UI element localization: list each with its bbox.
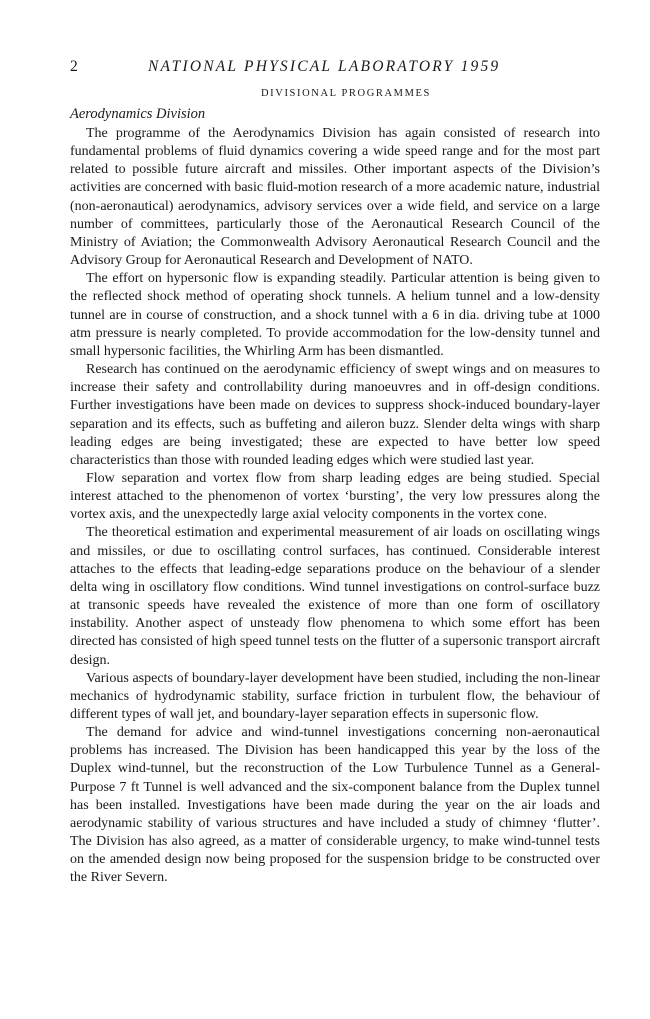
paragraph-swept-wings: Research has continued on the aerodynamic efficiency of swept wings and on measures to increase their safety and controllability during manoeuvres and in off-design conditions. Further investigations have been made on devices to suppress shock-induced boundary-layer separation and its effects, such as buffeting and aileron buzz. Slender delta wings with sharp leading edges are being investigated; these are expected to have better low speed characteristics than those with rounded leading edges which were studied last year. — [70, 362, 600, 468]
running-header — [70, 58, 600, 80]
journal-title: NATIONAL PHYSICAL LABORATORY 1959 — [148, 58, 501, 75]
body-text — [70, 125, 600, 888]
page-number: 2 — [70, 58, 78, 75]
paragraph-flow-separation: Flow separation and vortex flow from sharp leading edges are being studied. Special interest attached to the phenomenon of vortex ‘bursting’, the very low pressures along the vortex axis, and the unexpectedly large axial velocity components in the vortex cone. — [70, 470, 600, 523]
paragraph-overview: The programme of the Aerodynamics Division has again consisted of research into fundamental problems of fluid dynamics covering a wide speed range and for the most part related to possible future aircraft and missiles. Other important aspects of the Division’s activities are concerned with basic fluid-motion research of a more academic nature, industrial (non-aeronautical) aerodynamics, advisory services over a wide field, and service on a large number of committees, particularly those of the Aeronautical Research Council of the Ministry of Aviation; the Commonwealth Advisory Aeronautical Research Council and the Advisory Group for Aeronautical Research and Development of NATO. — [70, 126, 600, 269]
division-title: Aerodynamics Division — [70, 106, 206, 122]
paragraph-hypersonic-flow: The effort on hypersonic flow is expanding steadily. Particular attention is being given to the reflected shock method of operating shock tunnels. A helium tunnel and a low-density tunnel are in course of construction, and a shock tunnel with a 6 in dia. driving tube at 1000 atm pressure is nearly completed. To provide accommodation for the low-density tunnel and small hypersonic facilities, the Whirling Arm has been dismantled. — [70, 271, 600, 359]
section-heading: DIVISIONAL PROGRAMMES — [260, 88, 431, 99]
paragraph-boundary-layer: Various aspects of boundary-layer development have been studied, including the non-linear mechanics of hydrodynamic stability, surface friction in turbulent flow, the behaviour of different types of wall jet, and boundary-layer separation effects in supersonic flow. — [70, 670, 600, 722]
document-page — [70, 58, 600, 888]
paragraph-non-aeronautical: The demand for advice and wind-tunnel investigations concerning non-aeronautical problems has increased. The Division has been handicapped this year by the loss of the Duplex wind-tunnel, but the reconstruction of the Low Turbulence Tunnel as a General-Purpose 7 ft Tunnel is well advanced and the six-component balance from the Duplex tunnel has been installed. Investigations have been made during the year on the air loads and aerodynamic stability of various structures and have included a study of chimney ‘flutter’. The Division has also agreed, as a matter of considerable urgency, to make wind-tunnel tests on the amended design now being proposed for the suspension bridge to be constructed over the River Severn. — [70, 725, 600, 886]
paragraph-air-loads: The theoretical estimation and experimental measurement of air loads on oscillating wings and missiles, or due to oscillating control surfaces, has continued. Considerable interest attaches to the effects that leading-edge separations produce on the behaviour of a slender delta wing in oscillatory flow conditions. Wind tunnel investigations on control-surface buzz at transonic speeds have revealed the existence of more than one form of oscillatory instability. Another aspect of unsteady flow phenomena to which some effort has been directed has consisted of high speed tunnel tests on the flutter of a supersonic transport aircraft design. — [70, 525, 600, 668]
